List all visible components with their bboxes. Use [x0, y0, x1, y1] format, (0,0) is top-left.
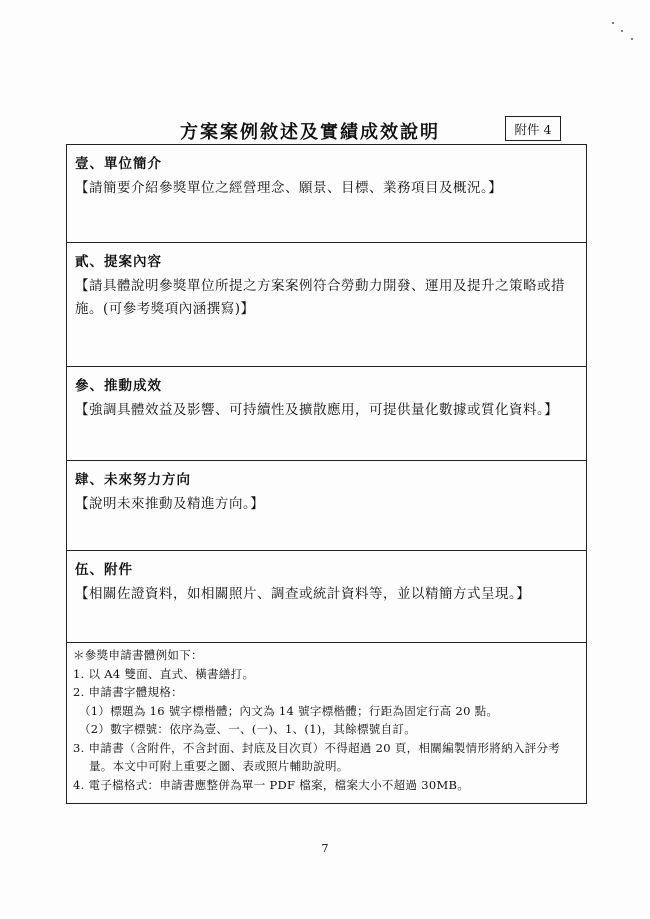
note-item: 4. 電子檔格式：申請書應整併為單一 PDF 檔案，檔案大小不超過 30MB。: [73, 777, 470, 792]
section-future-direction: [67, 461, 586, 551]
note-subitem: （1）標題為 16 號字標楷體；內文為 14 號字標楷體；行距為固定行高 20 點。: [79, 703, 499, 718]
section-heading: 肆、未來努力方向: [75, 472, 191, 488]
attachment-label-box: 附件 4: [505, 116, 561, 141]
section-heading: 壹、單位簡介: [75, 156, 162, 172]
page-number: 7: [321, 842, 329, 855]
section-heading: 伍、附件: [75, 562, 133, 578]
section-heading: 參、推動成效: [75, 378, 162, 394]
section-unit-intro: [67, 145, 586, 243]
scan-speck: [621, 30, 623, 32]
section-instruction: 【強調具體效益及影響、可持續性及擴散應用，可提供量化數據或質化資料。】: [75, 402, 559, 418]
note-item: 1. 以 A4 雙面、直式、橫書繕打。: [73, 666, 255, 681]
scan-speck: [612, 22, 614, 24]
note-item: 2. 申請書字體規格：: [73, 685, 183, 699]
note-item-continuation: 量。本文中可附上重要之圖、表或照片輔助說明。: [89, 759, 349, 773]
note-subitem: （2）數字標號：依序為壹、一、(一)、1、(1)，其餘標號自訂。: [79, 722, 416, 736]
scan-speck: [631, 38, 633, 40]
notes-intro: ＊參獎申請書體例如下：: [73, 648, 203, 662]
section-instruction: 【請簡要介紹參獎單位之經營理念、願景、目標、業務項目及概況。】: [75, 180, 503, 196]
section-instruction: 【相關佐證資料，如相關照片、調查或統計資料等，並以精簡方式呈現。】: [75, 586, 531, 602]
note-item: 3. 申請書（含附件，不含封面、封底及目次頁）不得超過 20 頁，相關編製情形將納入評分考: [73, 740, 561, 755]
section-heading: 貳、提案內容: [75, 254, 162, 270]
section-appendix: [67, 551, 586, 643]
section-outcomes: [67, 367, 586, 461]
form-table: [66, 144, 587, 804]
format-notes: [67, 643, 586, 794]
section-instruction: 【請具體說明參獎單位所提之方案案例符合勞動力開發、運用及提升之策略或措施。(可參考獎項內涵撰寫)】: [75, 278, 565, 317]
section-instruction: 【說明未來推動及精進方向。】: [75, 496, 265, 512]
document-title: 方案案例敘述及實績成效說明: [180, 122, 440, 143]
section-proposal-content: [67, 243, 586, 367]
